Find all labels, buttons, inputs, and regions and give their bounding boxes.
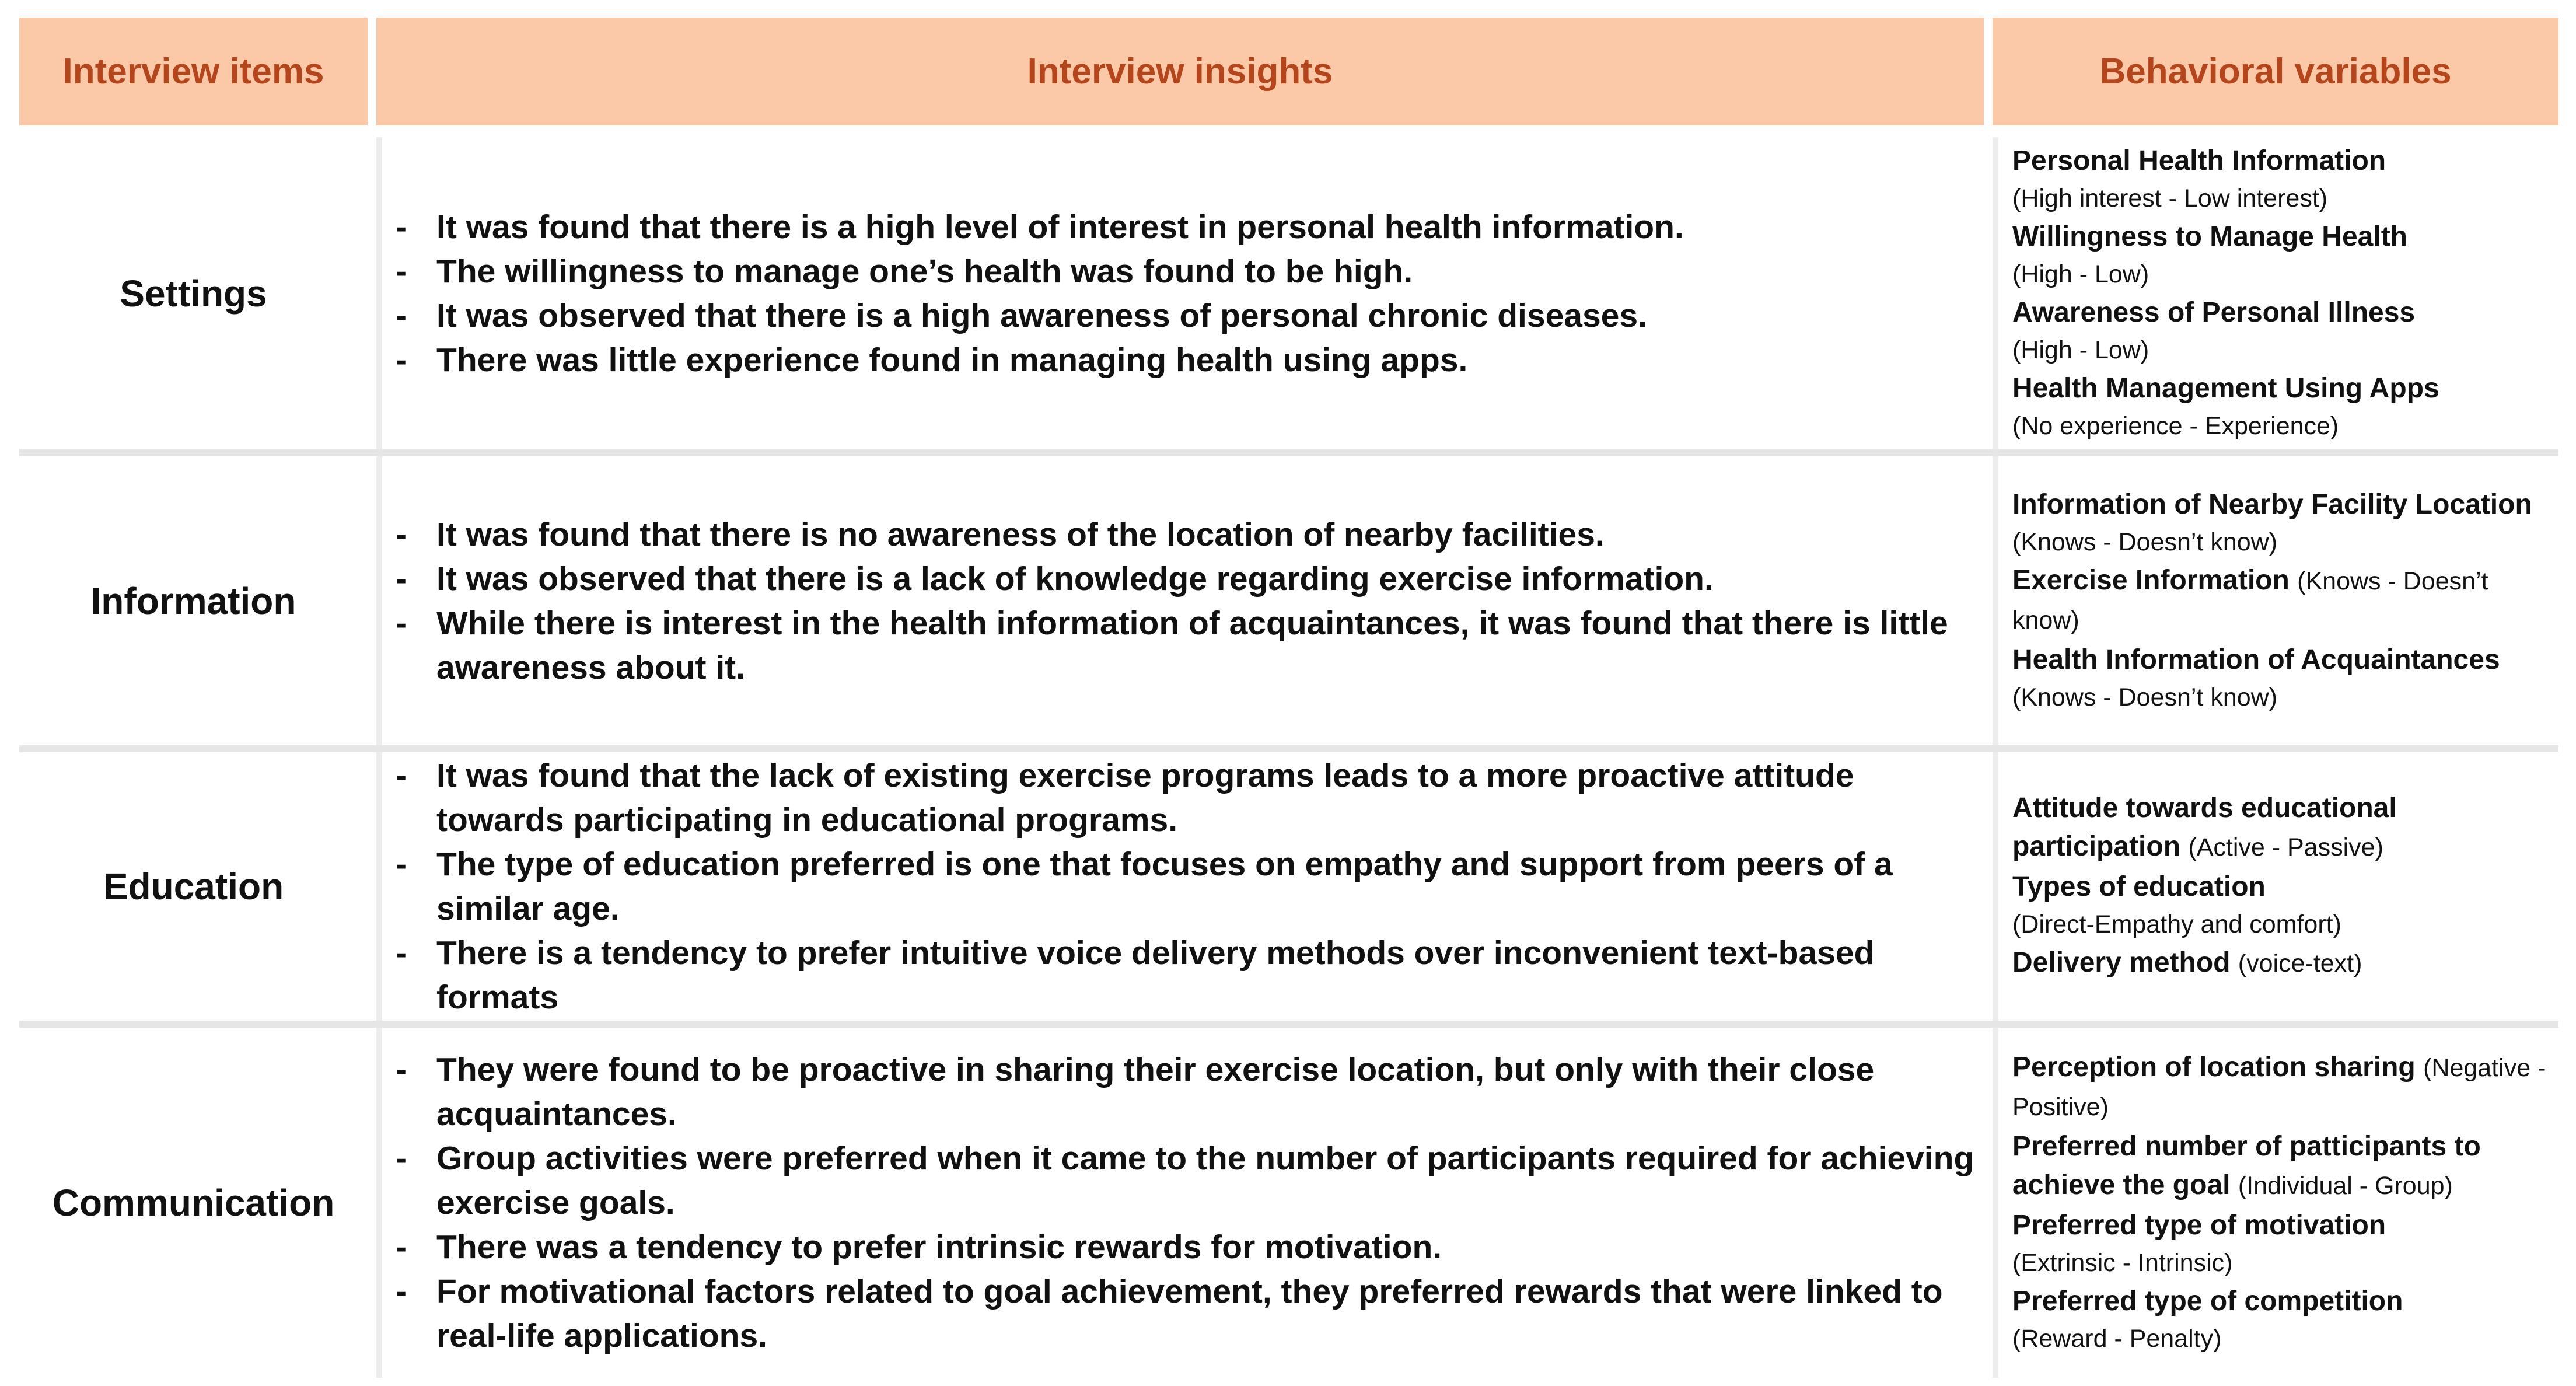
dash-icon: - (396, 1051, 407, 1088)
variables-cell (1993, 137, 2558, 449)
variable: Types of education (Direct-Empathy and comfort) (2012, 871, 2341, 938)
item-label: Information (90, 579, 296, 622)
insight-bullet: - It was observed that there is a high awareness of personal chronic diseases. (393, 294, 1978, 338)
item-label: Communication (52, 1182, 335, 1224)
item-label: Education (103, 865, 284, 907)
insight-bullet: - They were found to be proactive in sharing their exercise location, but only with their close acquaintances. (393, 1048, 1978, 1136)
insight-bullet: - Group activities were preferred when it came to the number of participants required for achieving exercise goals. (393, 1136, 1978, 1225)
dash-icon: - (396, 934, 407, 972)
table-row-information (19, 456, 2558, 745)
insights-cell (376, 1028, 1984, 1378)
insight-bullet: - The willingness to manage one’s health was found to be high. (393, 249, 1978, 294)
insight-bullet: - There was a tendency to prefer intrinsic rewards for motivation. (393, 1225, 1978, 1269)
variable: Information of Nearby Facility Location (Knows - Doesn’t know) (2012, 488, 2532, 556)
variable: Health Management Using Apps (No experience - Experience) (2012, 372, 2439, 440)
variable: Preferred type of competition (Reward - Penalty) (2012, 1285, 2403, 1353)
variable: Personal Health Information (High interest - Low interest) (2012, 145, 2386, 212)
dash-icon: - (396, 1140, 407, 1177)
dash-icon: - (396, 757, 407, 794)
variable: Perception of location sharing (Negative - Positive) (2012, 1051, 2546, 1121)
header-interview-insights: Interview insights (376, 18, 1984, 125)
insight-bullet: - It was found that there is a high level of interest in personal health information. (393, 205, 1978, 249)
insight-bullet: - It was found that there is no awareness of the location of nearby facilities. (393, 512, 1978, 557)
insight-bullet: - While there is interest in the health information of acquaintances, it was found that there is little awareness about it. (393, 601, 1978, 690)
header-interview-items: Interview items (19, 18, 368, 125)
dash-icon: - (396, 846, 407, 883)
table-row-settings (19, 137, 2558, 449)
insight-bullet: - There is a tendency to prefer intuitive voice delivery methods over inconvenient text-based formats (393, 931, 1978, 1020)
row-divider (19, 1021, 2558, 1028)
insights-cell (376, 137, 1984, 449)
dash-icon: - (396, 208, 407, 246)
variables-cell (1993, 1028, 2558, 1378)
variable: Awareness of Personal Illness (High - Low) (2012, 296, 2416, 364)
insight-bullet: - It was observed that there is a lack of knowledge regarding exercise information. (393, 557, 1978, 601)
dash-icon: - (396, 560, 407, 598)
variable: Preferred number of patticipants to achieve the goal (Individual - Group) (2012, 1130, 2481, 1200)
item-label: Settings (120, 272, 267, 315)
header-behavioral-variables: Behavioral variables (1993, 18, 2558, 125)
dash-icon: - (396, 252, 407, 290)
variable: Attitude towards educational participation (Active - Passive) (2012, 793, 2397, 862)
row-divider (19, 449, 2558, 456)
variable: Health Information of Acquaintances (Knows - Doesn’t know) (2012, 644, 2500, 711)
dash-icon: - (396, 341, 407, 379)
variable: Exercise Information (Knows - Doesn’t know) (2012, 564, 2488, 634)
insight-bullet: - It was found that the lack of existing exercise programs leads to a more proactive attitude towards participating in educational programs. (393, 753, 1978, 842)
table-row-education (19, 752, 2558, 1021)
insight-bullet: - The type of education preferred is one that focuses on empathy and support from peers of a similar age. (393, 842, 1978, 931)
dash-icon: - (396, 1273, 407, 1310)
dash-icon: - (396, 1228, 407, 1266)
variable: Willingness to Manage Health (High - Low) (2012, 221, 2407, 288)
insight-bullet: - For motivational factors related to goal achievement, they preferred rewards that were linked to real-life applications. (393, 1269, 1978, 1358)
variables-cell (1993, 456, 2558, 745)
row-divider (19, 745, 2558, 752)
dash-icon: - (396, 604, 407, 642)
insight-bullet: - There was little experience found in managing health using apps. (393, 338, 1978, 382)
variable: Delivery method (voice-text) (2012, 947, 2362, 978)
variable: Preferred type of motivation (Extrinsic - Intrinsic) (2012, 1209, 2386, 1277)
table-row-communication (19, 1028, 2558, 1378)
dash-icon: - (396, 296, 407, 334)
insights-cell (376, 752, 1984, 1021)
insights-cell (376, 456, 1984, 745)
dash-icon: - (396, 515, 407, 553)
variables-cell (1993, 752, 2558, 1021)
